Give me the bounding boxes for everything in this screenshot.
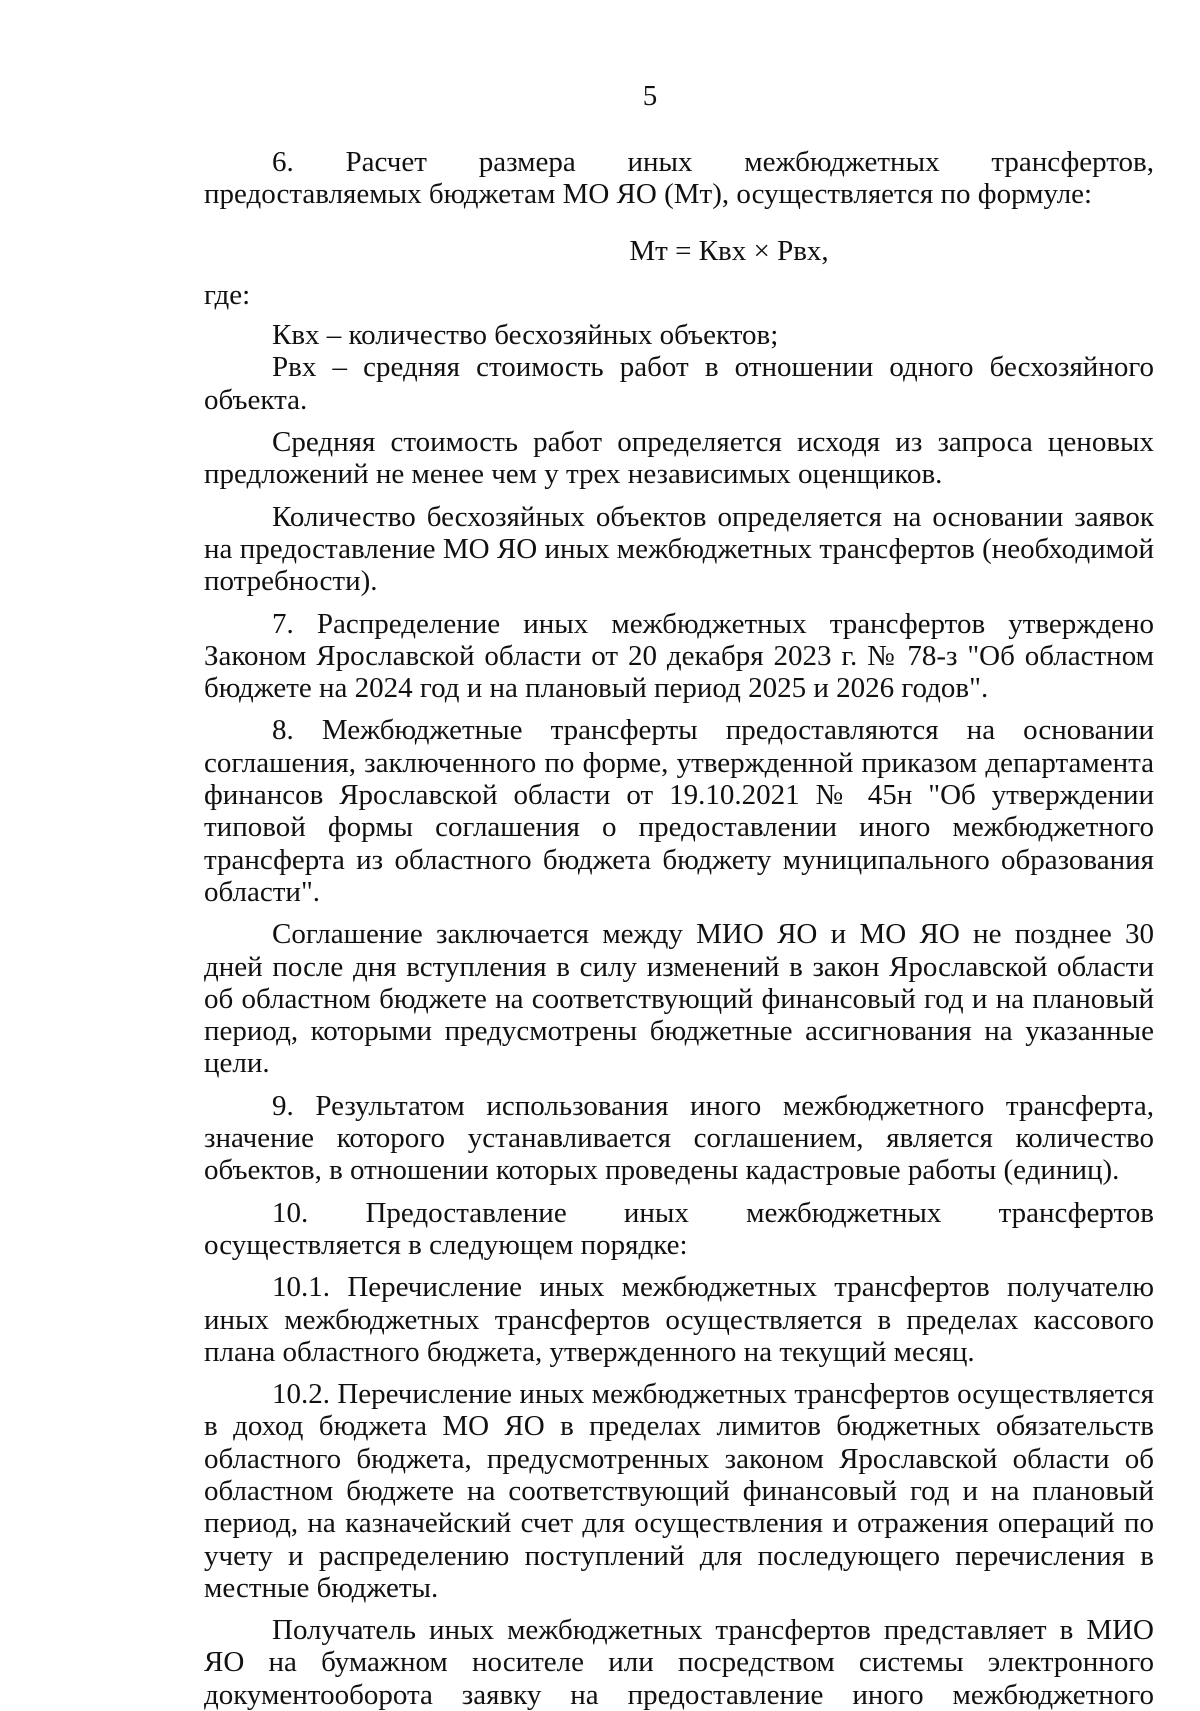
paragraph-recipient: Получатель иных межбюджетных трансфертов представляет в МИО ЯО на бумажном носителе или посредством системы электронного документооборота заявку на предоставление иного межбюджетного xyxy=(204,1614,1154,1711)
formula: Мт = Квх × Рвх, xyxy=(629,234,829,267)
paragraph-10: 10. Предоставление иных межбюджетных трансфертов осуществляется в следующем порядке: xyxy=(204,1196,1154,1261)
page-number: 5 xyxy=(642,80,658,112)
document-body xyxy=(204,146,1154,1711)
paragraph-10-2: 10.2. Перечисление иных межбюджетных трансфертов осуществляется в доход бюджета МО ЯО в пределах лимитов бюджетных обязательств областного бюджета, предусмотренных законом Ярославской области об областном бюджете на соответствующий финансовый год и на плановый период, на казначейский счет для осуществления и отражения операций по учету и распределению поступлений для последующего перечисления в местные бюджеты. xyxy=(204,1378,1154,1604)
definition-kvx: Квх – количество бесхозяйных объектов; xyxy=(272,319,779,352)
paragraph-10-1: 10.1. Перечисление иных межбюджетных трансфертов получателю иных межбюджетных трансфертов осуществляется в пределах кассового плана областного бюджета, утвержденного на текущий месяц. xyxy=(204,1271,1154,1368)
paragraph-average-cost: Средняя стоимость работ определяется исходя из запроса ценовых предложений не менее чем у трех независимых оценщиков. xyxy=(204,426,1154,491)
paragraph-6: 6. Расчет размера иных межбюджетных трансфертов, предоставляемых бюджетам МО ЯО (Мт), осуществляется по формуле: xyxy=(204,146,1154,211)
where-label: где: xyxy=(204,278,251,311)
paragraph-9: 9. Результатом использования иного межбюджетного трансферта, значение которого устанавливается соглашением, является количество объектов, в отношении которых проведены кадастровые работы (единиц). xyxy=(204,1089,1154,1187)
paragraph-8: 8. Межбюджетные трансферты предоставляются на основании соглашения, заключенного по форме, утвержденной приказом департамента финансов Ярославской области от 19.10.2021 № 45н "Об утверждении типовой формы соглашения о предоставлении иного межбюджетного трансферта из областного бюджета бюджету муниципального образования области". xyxy=(204,714,1154,908)
paragraph-object-count: Количество бесхозяйных объектов определяется на основании заявок на предоставление МО ЯО иных межбюджетных трансфертов (необходимой потребности). xyxy=(204,500,1154,598)
definition-rvx: Рвх – средняя стоимость работ в отношении одного бесхозяйного объекта. xyxy=(204,351,1154,416)
paragraph-agreement: Соглашение заключается между МИО ЯО и МО ЯО не позднее 30 дней после дня вступления в силу изменений в закон Ярославской области об областном бюджете на соответствующий финансовый год и на плановый период, которыми предусмотрены бюджетные ассигнования на указанные цели. xyxy=(204,918,1154,1080)
paragraph-7: 7. Распределение иных межбюджетных трансфертов утверждено Законом Ярославской области от 20 декабря 2023 г. № 78-з "Об областном бюджете на 2024 год и на плановый период 2025 и 2026 годов". xyxy=(204,607,1154,705)
